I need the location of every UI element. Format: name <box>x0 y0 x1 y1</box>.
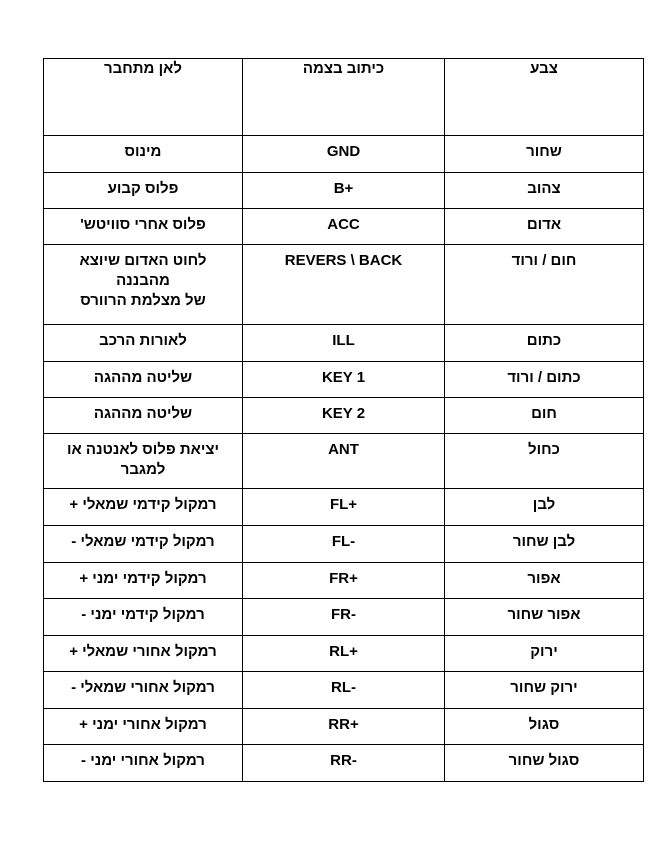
table-row <box>44 398 644 434</box>
cell-connects-to: לאורות הרכב <box>44 325 243 362</box>
table-row <box>44 526 644 563</box>
table-row <box>44 136 644 173</box>
cell-marking: KEY 1 <box>243 362 445 398</box>
cell-marking: RR- <box>243 745 445 782</box>
cell-marking: RL+ <box>243 636 445 672</box>
cell-color: לבן <box>445 489 644 526</box>
cell-connects-to <box>44 434 243 489</box>
cell-color: אדום <box>445 209 644 245</box>
cell-color: כחול <box>445 434 644 489</box>
cell-color: ירוק שחור <box>445 672 644 709</box>
cell-color: ירוק <box>445 636 644 672</box>
cell-marking: B+ <box>243 173 445 209</box>
cell-marking: ANT <box>243 434 445 489</box>
cell-color: כתום <box>445 325 644 362</box>
table-row <box>44 245 644 325</box>
cell-connects-to: רמקול אחורי שמאלי + <box>44 636 243 672</box>
table-row <box>44 672 644 709</box>
cell-connects-to: רמקול קידמי שמאלי + <box>44 489 243 526</box>
cell-marking: FL+ <box>243 489 445 526</box>
cell-marking: ILL <box>243 325 445 362</box>
cell-marking: REVERS \ BACK <box>243 245 445 325</box>
cell-connects-to: רמקול אחורי ימני + <box>44 709 243 745</box>
wiring-table <box>43 58 644 782</box>
cell-line: של מצלמת הרוורס <box>80 292 206 309</box>
cell-color: אפור <box>445 563 644 599</box>
header-color: צבע <box>445 59 644 136</box>
cell-connects-to: פלוס אחרי סוויטש' <box>44 209 243 245</box>
cell-color: צהוב <box>445 173 644 209</box>
cell-color: סגול <box>445 709 644 745</box>
cell-color: כתום / ורוד <box>445 362 644 398</box>
cell-color: סגול שחור <box>445 745 644 782</box>
cell-marking: GND <box>243 136 445 173</box>
cell-connects-to: שליטה מההגה <box>44 398 243 434</box>
table-row <box>44 599 644 636</box>
table-row <box>44 362 644 398</box>
cell-marking: KEY 2 <box>243 398 445 434</box>
cell-connects-to: שליטה מההגה <box>44 362 243 398</box>
cell-marking: FR- <box>243 599 445 636</box>
cell-color: לבן שחור <box>445 526 644 563</box>
cell-connects-to: רמקול קידמי ימני + <box>44 563 243 599</box>
table-row <box>44 563 644 599</box>
table-header-row <box>44 59 644 136</box>
cell-marking: FR+ <box>243 563 445 599</box>
header-connects-to: לאן מתחבר <box>44 59 243 136</box>
table-row <box>44 173 644 209</box>
cell-color: חום / ורוד <box>445 245 644 325</box>
table-row <box>44 434 644 489</box>
cell-line: לחוט האדום שיוצא <box>79 252 207 269</box>
table-row <box>44 489 644 526</box>
cell-marking: RR+ <box>243 709 445 745</box>
cell-connects-to: פלוס קבוע <box>44 173 243 209</box>
table-row <box>44 709 644 745</box>
cell-color: אפור שחור <box>445 599 644 636</box>
table-row <box>44 745 644 782</box>
cell-connects-to <box>44 245 243 325</box>
cell-line: יציאת פלוס לאנטנה או <box>67 441 219 458</box>
table-row <box>44 325 644 362</box>
header-marking: כיתוב בצמה <box>243 59 445 136</box>
cell-connects-to: רמקול קידמי שמאלי - <box>44 526 243 563</box>
cell-connects-to: רמקול אחורי ימני - <box>44 745 243 782</box>
cell-connects-to: רמקול אחורי שמאלי - <box>44 672 243 709</box>
cell-connects-to: מינוס <box>44 136 243 173</box>
cell-color: חום <box>445 398 644 434</box>
table-row <box>44 636 644 672</box>
cell-color: שחור <box>445 136 644 173</box>
cell-connects-to: רמקול קידמי ימני - <box>44 599 243 636</box>
cell-line: למגבר <box>120 461 166 478</box>
cell-marking: ACC <box>243 209 445 245</box>
cell-marking: RL- <box>243 672 445 709</box>
table-row <box>44 209 644 245</box>
cell-marking: FL- <box>243 526 445 563</box>
cell-line: מהבננה <box>116 272 170 289</box>
